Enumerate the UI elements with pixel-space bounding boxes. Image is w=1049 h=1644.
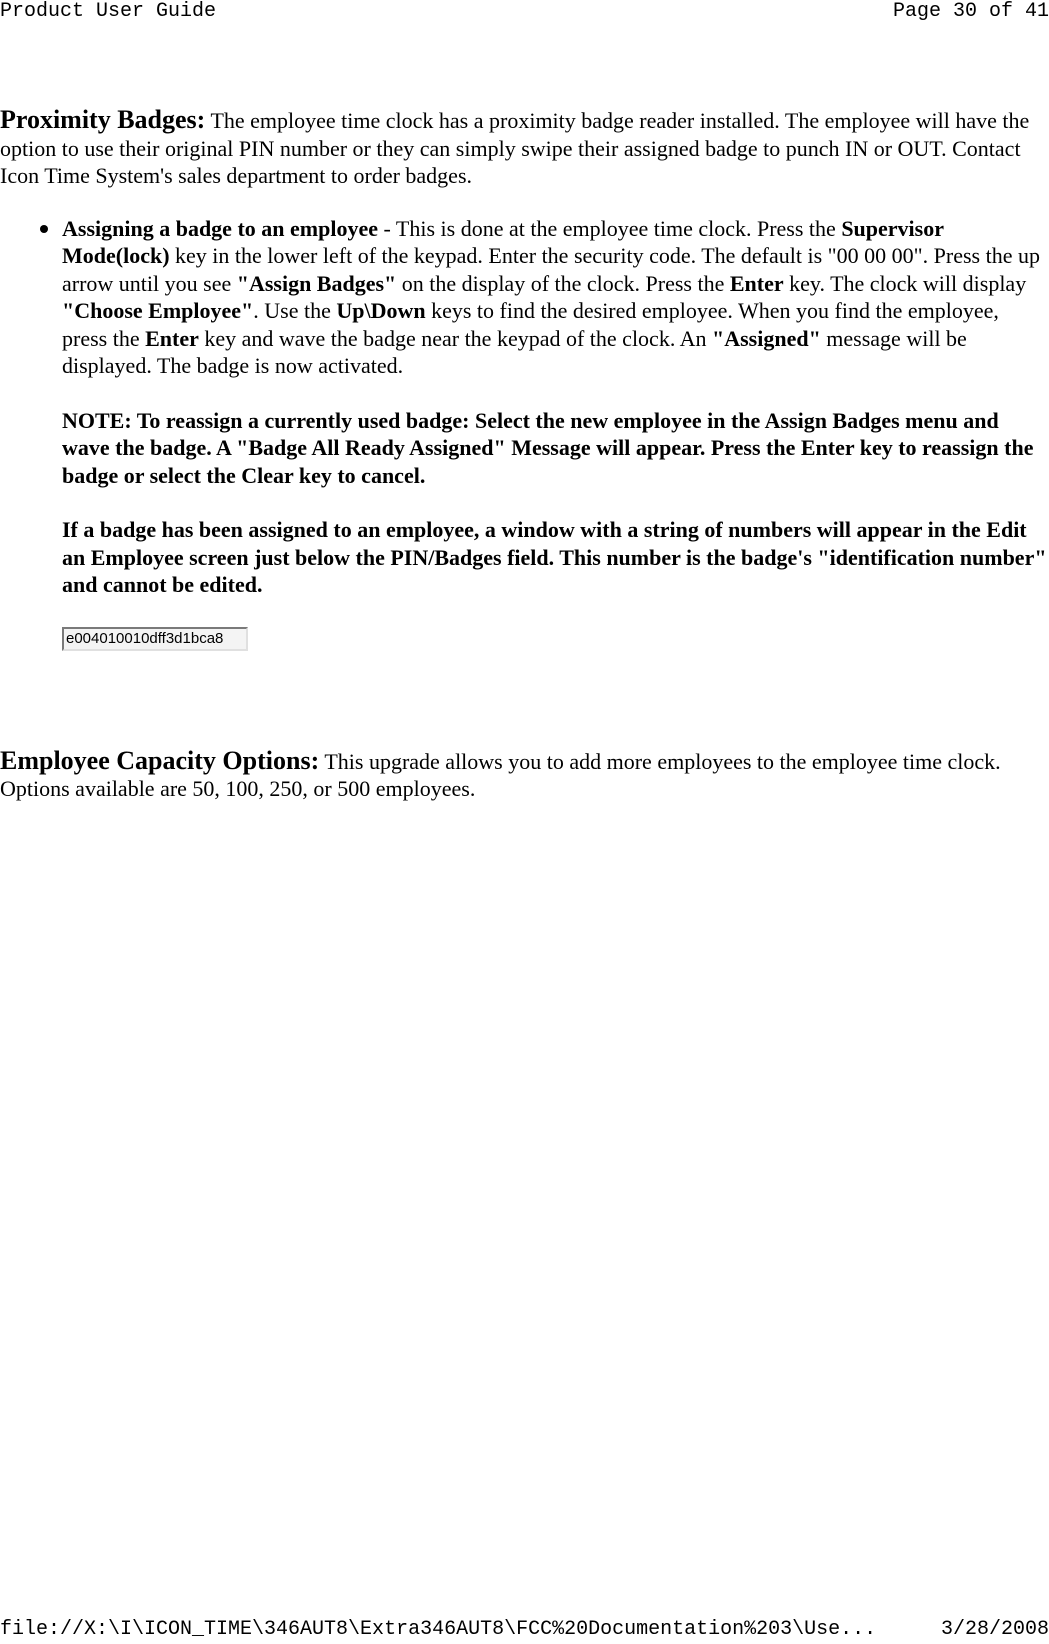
badge-id-note: If a badge has been assigned to an employee, a window with a string of numbers will appear in the Edit an Employee screen just below the PIN/Badges field. This number is the badge's "identification number" and cannot be edited. <box>62 517 1047 597</box>
proximity-intro: The employee time clock has a proximity badge reader installed. The employee will have the option to use their original PIN number or they can simply swipe their assigned badge to punch IN or OUT. Contact Icon Time System's sales department to order badges. <box>0 108 1030 188</box>
assign-lead: Assigning a badge to an employee <box>62 215 378 241</box>
list-item <box>62 215 1049 651</box>
assign-list <box>0 215 1049 651</box>
print-date: 3/28/2008 <box>940 1618 1049 1641</box>
supervisor-key-label: Supervisor Mode(lock) <box>62 215 944 268</box>
assign-text: message will be displayed. The badge is now activated. <box>62 325 967 378</box>
capacity-section <box>0 747 1049 803</box>
proximity-section <box>0 106 1049 190</box>
capacity-text: This upgrade allows you to add more employees to the employee time clock. Options available are 50, 100, 250, or 500 employees. <box>0 748 1001 801</box>
page-indicator: Page 30 of 41 <box>892 0 1049 23</box>
enter-key-label: Enter <box>729 270 784 296</box>
assign-text: key. The clock will display <box>783 270 1027 296</box>
file-path: file://X:\I\ICON_TIME\346AUT8\Extra346AUT8\FCC%20Documentation%203\Use... <box>0 1618 877 1641</box>
capacity-title: Employee Capacity Options: <box>0 745 320 775</box>
assign-text: key in the lower left of the keypad. Enter the security code. The default is "00 00 00". Press the up arrow until you see <box>62 243 1040 296</box>
assign-text: . Use the <box>253 298 337 323</box>
assign-text: keys to find the desired employee. When you find the employee, press the <box>62 298 999 351</box>
document-title: Product User Guide <box>0 0 217 23</box>
page-content <box>0 106 1049 803</box>
updown-key-label: Up\Down <box>336 298 426 323</box>
assign-instructions <box>62 215 1049 380</box>
assign-text: on the display of the clock. Press the <box>396 270 730 296</box>
enter-key-label: Enter <box>145 325 199 351</box>
reassign-note: NOTE: To reassign a currently used badge: Select the new employee in the Assign Badges menu and wave the badge. A "Badge All Ready Assigned" Message will appear. Press the Enter key to reassign the badge or select the Clear key to cancel. <box>62 407 1034 488</box>
assign-text: key and wave the badge near the keypad of the clock. An <box>198 325 712 351</box>
choose-employee-label: "Choose Employee" <box>62 298 254 323</box>
assign-text: - This is done at the employee time clock. Press the <box>377 215 842 241</box>
badge-id-field: e004010010dff3d1bca8 <box>62 627 248 651</box>
assigned-label: "Assigned" <box>712 325 821 351</box>
bullet-icon <box>40 225 48 233</box>
proximity-title: Proximity Badges: <box>0 105 206 134</box>
assign-badges-label: "Assign Badges" <box>236 270 397 296</box>
